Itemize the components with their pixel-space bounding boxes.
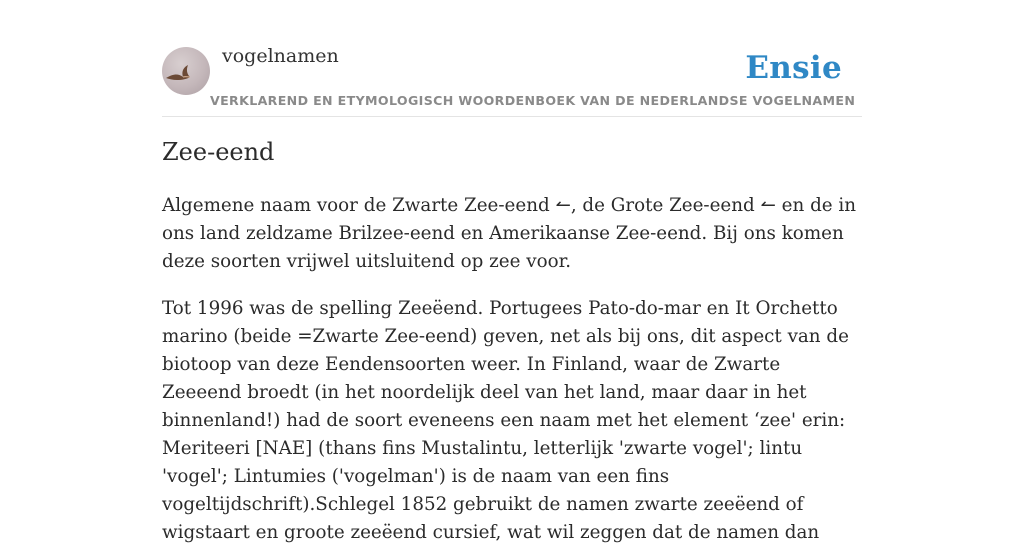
blog-subtitle: VERKLAREND EN ETYMOLOGISCH WOORDENBOEK VAN DE NEDERLANDSE VOGELNAMEN: [210, 93, 856, 108]
paragraph-intro: [162, 192, 864, 276]
page-container: [162, 0, 862, 543]
avatar[interactable]: [162, 47, 210, 95]
paragraph-text: Algemene naam voor de Zwarte Zee-eend: [162, 195, 556, 216]
ensie-logo[interactable]: Ensie: [745, 50, 842, 86]
paragraph-text: en de in ons land zeldzame Brilzee-eend en Amerikaanse Zee-eend. Bij ons komen deze soorten vrijwel uitsluitend op zee voor.: [162, 195, 857, 272]
arrow-left-icon[interactable]: ↼: [555, 195, 571, 216]
blog-name[interactable]: vogelnamen: [222, 45, 339, 67]
arrow-left-icon[interactable]: ↼: [760, 195, 776, 216]
paragraph-etymology: Tot 1996 was de spelling Zeeëend. Portugees Pato-do-mar en It Orchetto marino (beide =Zwarte Zee-eend) geven, net als bij ons, dit aspect van de biotoop van deze Eendensoorten weer. In Finland, waar de Zwarte Zeeeend broedt (in het noordelijk deel van het land, maar daar in het binnenland!) had de soort eveneens een naam met het element ‘zee' erin: Meriteeri [NAE] (thans fins Mustalintu, letterlijk 'zwarte vogel'; lintu 'vogel'; Lintumies ('vogelman') is de naam van een fins vogeltijdschrift).Schlegel 1852 gebruikt de namen zwarte zeeëend of wigstaart en groote zeeëend cursief, wat wil zeggen dat de namen dan: [162, 298, 849, 543]
paragraph-text: , de Grote Zee-eend: [570, 195, 761, 216]
bird-icon: [162, 47, 210, 95]
site-header: [162, 0, 862, 117]
page-title: Zee-eend: [162, 138, 275, 166]
